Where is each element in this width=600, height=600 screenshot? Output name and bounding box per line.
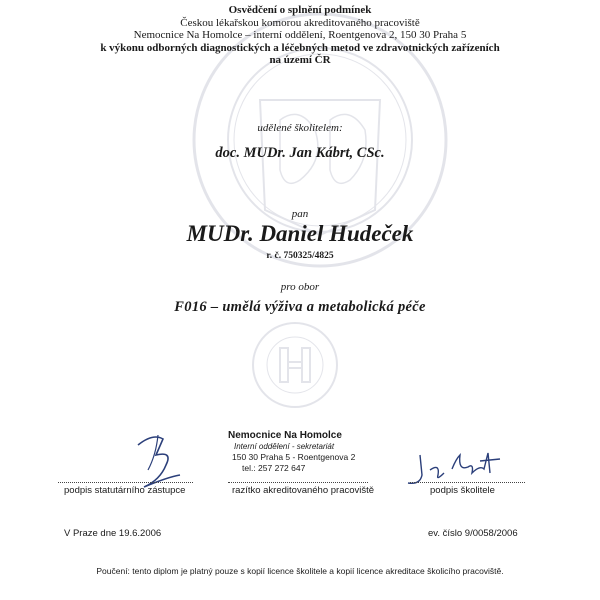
field-label: pro obor <box>280 281 320 293</box>
birth-number: r. č. 750325/4825 <box>266 251 334 261</box>
statutory-signature-label: podpis statutárního zástupce <box>64 485 186 496</box>
trainer-label: udělené školitelem: <box>257 122 343 134</box>
trainer-signature <box>400 445 510 490</box>
validity-notice: Poučení: tento diplom je platný pouze s kopií licence školitele a kopií licence akreditace školicího pracoviště. <box>96 566 504 576</box>
stamp-hospital-name: Nemocnice Na Homolce <box>228 430 342 441</box>
place-date: V Praze dne 19.6.2006 <box>64 528 162 539</box>
header-line4: k výkonu odborných diagnostických a léčebných metod ve zdravotnických zařízeních <box>100 41 500 54</box>
hospital-logo-watermark <box>250 320 340 410</box>
header-title: Osvědčení o splnění podmínek <box>228 4 372 16</box>
trainer-name: doc. MUDr. Jan Kábrt, CSc. <box>215 145 385 161</box>
header-line2: Českou lékařskou komorou akreditovaného pracoviště <box>180 16 420 29</box>
certificate-header <box>0 4 600 67</box>
stamp-dept: Interní oddělení - sekretariát <box>234 442 335 451</box>
recipient-name: MUDr. Daniel Hudeček <box>186 221 414 246</box>
registration-number: ev. číslo 9/0058/2006 <box>428 528 518 539</box>
stamp-label: razítko akreditovaného pracoviště <box>232 485 375 496</box>
trainer-signature-label: podpis školitele <box>430 485 495 496</box>
salutation: pan <box>291 208 309 220</box>
header-line5: na území ČR <box>269 54 331 66</box>
stamp-phone: tel.: 257 272 647 <box>242 463 306 473</box>
stamp-line <box>228 482 368 483</box>
field-name: F016 – umělá výživa a metabolická péče <box>174 299 426 315</box>
statutory-signature-line <box>58 482 193 483</box>
header-line3: Nemocnice Na Homolce – interní oddělení, Roentgenova 2, 150 30 Praha 5 <box>133 29 467 41</box>
trainer-signature-line <box>410 482 525 483</box>
stamp-address: 150 30 Praha 5 - Roentgenova 2 <box>232 452 356 462</box>
hospital-stamp <box>228 430 355 474</box>
